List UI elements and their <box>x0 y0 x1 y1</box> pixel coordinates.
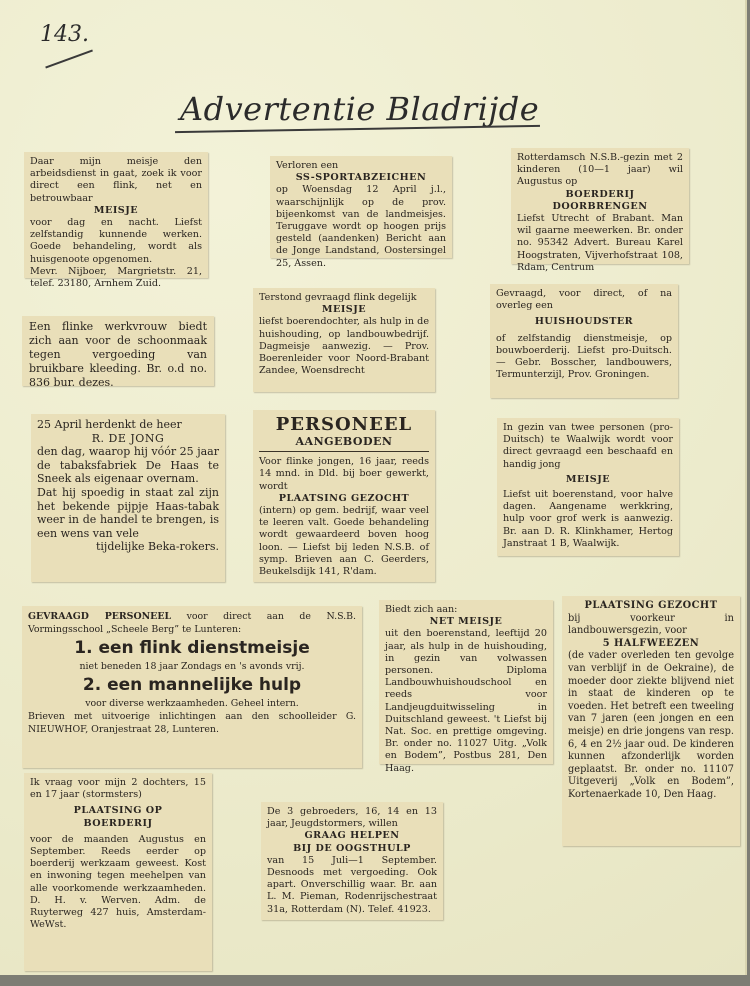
clip-heading: MEISJE <box>321 304 367 316</box>
clip-body: Een flinke werkvrouw biedt zich aan voor de schoonmaak tegen vergoeding van bruikbare kleeding. Br. o.d no. 836 bur. dezes. <box>29 320 207 389</box>
clip-signature: tijdelijke Beka-rokers. <box>95 540 219 554</box>
page-title: Advertentie Bladrijde <box>180 90 540 128</box>
clip-body: op Woensdag 12 April j.l., waarschijnlijk op de prov. bijeenkomst van de landmeisjes. Teruggave wordt op hoogen prijs gesteld (aandenken) Bericht aan de Jonge Landstand, Oostersingel 25, Assen. <box>276 184 446 269</box>
clipping-werkvrouw <box>22 316 214 389</box>
clip-heading: NET MEISJE <box>429 616 503 628</box>
clipping-dochters <box>24 773 212 971</box>
clip-intro: 25 April herdenkt de heer <box>37 418 182 431</box>
clip-intro: De 3 gebroeders, 16, 14 en 13 jaar, Jeugdstormers, willen <box>267 806 437 830</box>
clipping-meisje-woensdrecht <box>253 288 435 392</box>
clip-body: Liefst Utrecht of Brabant. Man wil gaarne meewerken. Br. onder no. 95342 Advert. Bureau Karel Hoogstraten, Vijverhofstraat 108, Rdam, Centrum <box>517 213 683 273</box>
clip-footer: Brieven met uitvoerige inlichtingen aan den schoolleider G. NIEUWHOF, Oranjestraat 28, Lunteren. <box>28 711 356 735</box>
clip-body: (intern) op gem. bedrijf, waar veel te leeren valt. Goede behandeling wordt gewaardeerd boven hoog loon. — Liefst bij leden N.S.B. of symp. Brieven aan C. Geerders, Beukelsdijk 141, R'dam. <box>259 505 429 578</box>
page-number: 143. <box>40 22 89 47</box>
clip-item-1: 1. een flink dienstmeisje <box>74 638 310 658</box>
clip-intro: bij voorkeur in landbouwersgezin, voor <box>568 612 734 637</box>
clip-heading-2: DOORBRENGEN <box>552 200 648 212</box>
clip-heading: MEISJE <box>93 204 139 216</box>
clip-intro: In gezin van twee personen (pro-Duitsch) te Waalwijk wordt voor direct gevraagd een beschaafd en handig jong <box>503 422 673 470</box>
clip-intro-text: voor direct aan de N.S.B. Vormingsschool „Scheele Berg” te Lunteren: <box>28 611 357 635</box>
clip-body: (de vader overleden ten gevolge van verblijf in de Oekraine), de moeder door ziekte blijvend niet in staat de kinderen op te voeden. Het betreft een tweeling van 7 jaren (een jongen en een meisje) en drie jongens van resp. 6, 4 en 2½ jaar oud. De kinderen kunnen afzonderlijk worden geplaatst. Br. onder no. 11107 Uitgeverij „Volk en Bodem”, Kortenaerkade 10, Den Haag. <box>568 650 734 800</box>
clip-heading: R. DE JONG <box>91 431 165 445</box>
clip-heading: SS-SPORTABZEICHEN <box>295 172 427 184</box>
clip-body: voor de maanden Augustus en September. Reeds eerder op boerderij werkzaam geweest. Kost en inwoning tegen meehelpen van alle voorkomende werkzaamheden. D. H. v. Werven. Adm. de Ruyterweg 427 huis, Amsterdam-WeWst. <box>30 833 206 931</box>
clip-body: of zelfstandig dienstmeisje, op bouwboerderij. Liefst pro-Duitsch. — Gebr. Bosscher, landbouwers, Termunterzijl, Prov. Groningen. <box>496 332 672 381</box>
clipping-halfweezen <box>562 596 740 846</box>
clip-body-2: Dat hij spoedig in staat zal zijn het bekende pijpje Haas-tabak weer in de handel te brengen, is een wens van vele <box>37 485 219 540</box>
clipping-lunteren <box>22 606 362 768</box>
clip-body: Liefst uit boerenstand, voor halve dagen. Aangename werkkring, hulp voor grof werk is aanwezig. Br. aan D. R. Klinkhamer, Hertog Janstraat 1 B, Waalwijk. <box>503 489 673 549</box>
clipping-meisje-waalwijk <box>497 418 679 556</box>
clip-heading-2: BIJ DE OOGSTHULP <box>293 842 411 854</box>
clip-intro: Ik vraag voor mijn 2 dochters, 15 en 17 jaar (stormsters) <box>30 777 206 801</box>
clipping-gebroeders <box>261 802 443 920</box>
clip-intro: Voor flinke jongen, 16 jaar, reeds 14 mnd. in Dld. bij boer gewerkt, wordt <box>259 456 429 492</box>
clipping-rotterdam-gezin <box>511 148 689 273</box>
clip-item-1-detail: niet beneden 18 jaar Zondags en 's avonds vrij. <box>79 661 305 672</box>
clip-intro: Verloren een <box>276 160 339 171</box>
clip-intro: Gevraagd, voor direct, of na overleg een <box>496 288 672 312</box>
clip-intro <box>28 610 356 636</box>
clip-subheading: PLAATSING GEZOCHT <box>278 492 410 504</box>
clip-heading: HUISHOUDSTER <box>534 316 634 328</box>
clip-body: van 15 Juli—1 September. Desnoods met vergoeding. Ook apart. Onverschillig waar. Br. aan L. M. Pieman, Rodenrijschestraat 31a, Rotterdam (N). Telef. 41923. <box>267 854 437 915</box>
clip-rule <box>259 451 429 452</box>
clip-intro: Rotterdamsch N.S.B.-gezin met 2 kinderen (10—1 jaar) wil Augustus op <box>517 152 683 188</box>
clip-subheading: 5 HALFWEEZEN <box>602 637 700 649</box>
clip-body-1: den dag, waarop hij vóór 25 jaar de tabaksfabriek De Haas te Sneek als eigenaar overnam. <box>37 445 219 486</box>
clip-heading-1: PERSONEEL <box>275 414 413 435</box>
clip-heading-1: PLAATSING OP <box>73 805 163 817</box>
clip-intro: Terstond gevraagd flink degelijk <box>259 292 417 303</box>
page-number-underline <box>45 49 92 68</box>
clipping-de-jong <box>31 414 225 582</box>
clip-heading-2: AANGEBODEN <box>295 435 393 448</box>
clip-heading: MEISJE <box>565 473 611 485</box>
clipping-net-meisje <box>379 600 553 774</box>
clipping-personeel <box>253 410 435 582</box>
clip-heading-2: BOERDERIJ <box>83 817 153 829</box>
clip-intro-bold: GEVRAAGD PERSONEEL <box>28 611 172 622</box>
clip-intro: Biedt zich aan: <box>385 604 458 615</box>
clipping-meisje-arnhem <box>24 152 208 290</box>
clip-body: liefst boerendochter, als hulp in de huishouding, op landbouwbedrijf. Dagmeisje aanwezig. — Prov. Boerenleider voor Noord-Brabant Zandee, Woensdrecht <box>259 316 429 377</box>
clip-item-2-detail: voor diverse werkzaamheden. Geheel intern. <box>85 698 299 709</box>
clip-heading-1: BOERDERIJ <box>565 188 635 200</box>
clip-body: uit den boerenstand, leeftijd 20 jaar, als hulp in de huishouding, in gezin van volwassen personen. Diploma Landbouwhuishoudschool en reeds voor Landjeugduitwisseling in Duitschland geweest. 't Liefst bij Nat. Soc. en prettige omgeving. Br. onder no. 11027 Uitg. „Volk en Bodem”, Postbus 281, Den Haag. <box>385 628 547 774</box>
clip-heading-1: GRAAG HELPEN <box>304 830 400 842</box>
clip-intro: Daar mijn meisje den arbeidsdienst in gaat, zoek ik voor direct een flink, net en betrouwbaar <box>30 156 202 204</box>
clipping-huishoudster <box>490 284 678 398</box>
clip-body: voor dag en nacht. Liefst zelfstandig kunnende werken. Goede behandeling, wordt als huisgenoote opgenomen. <box>30 217 202 265</box>
clipping-sportabzeichen <box>270 156 452 269</box>
clip-item-2: 2. een mannelijke hulp <box>82 675 302 695</box>
clip-heading: PLAATSING GEZOCHT <box>584 600 718 611</box>
clip-contact: Mevr. Nijboer, Margrietstr. 21, telef. 23180, Arnhem Zuid. <box>30 265 202 290</box>
